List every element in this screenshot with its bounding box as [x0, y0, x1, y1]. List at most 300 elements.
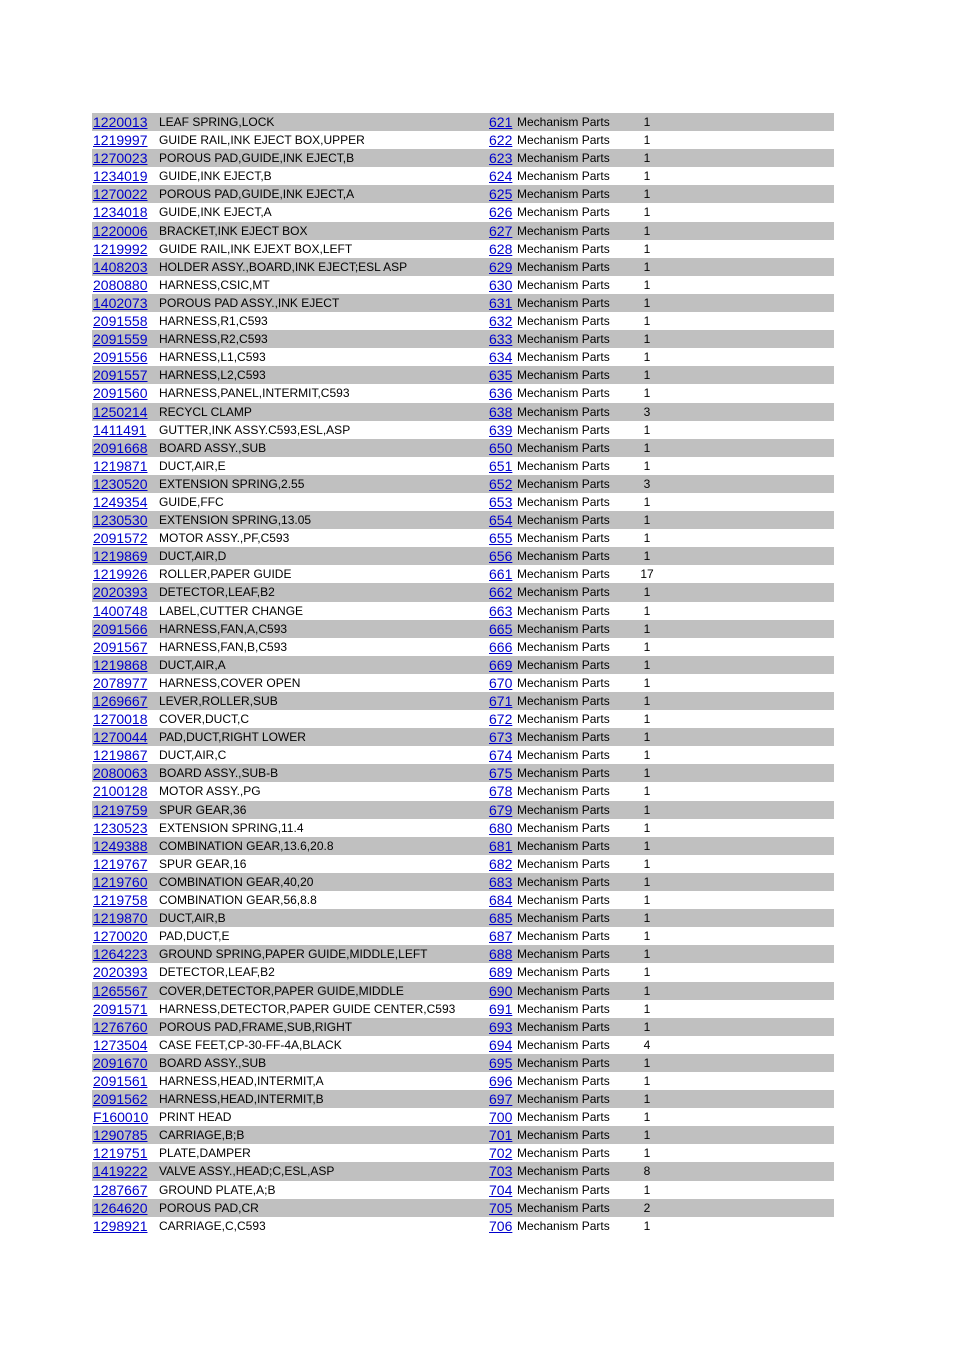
part-category: Mechanism Parts [517, 1218, 610, 1233]
reference-number-link[interactable]: 691 [489, 1000, 513, 1017]
part-number-link[interactable]: 1234019 [93, 168, 148, 185]
table-row [92, 330, 834, 348]
reference-number-link[interactable]: 653 [489, 493, 513, 510]
part-description: PRINT HEAD [159, 1110, 232, 1125]
part-quantity: 1 [643, 241, 651, 256]
table-row [92, 1054, 834, 1072]
part-number-link[interactable]: 1264620 [93, 1199, 148, 1216]
table-row [92, 366, 834, 384]
reference-number-link[interactable]: 688 [489, 946, 513, 963]
table-row [92, 240, 834, 258]
reference-number-link[interactable]: 704 [489, 1181, 513, 1198]
reference-number-link[interactable]: 684 [489, 892, 513, 909]
table-row [92, 873, 834, 891]
part-description: COVER,DUCT,C [159, 712, 250, 727]
part-quantity: 1 [643, 694, 651, 708]
reference-number-link[interactable]: 693 [489, 1018, 513, 1035]
part-quantity: 1 [643, 187, 651, 202]
table-row [92, 1108, 834, 1126]
part-number-link[interactable]: 1219870 [93, 910, 148, 927]
reference-number-link[interactable]: 622 [489, 132, 513, 149]
part-category: Mechanism Parts [517, 1164, 610, 1179]
part-number-link[interactable]: 2091670 [93, 1054, 148, 1071]
reference-number-link[interactable]: 655 [489, 530, 513, 547]
part-category: Mechanism Parts [517, 657, 610, 672]
part-quantity: 1 [643, 531, 651, 546]
table-row [92, 1000, 834, 1018]
reference-number-link[interactable]: 672 [489, 711, 513, 728]
reference-number-link[interactable]: 639 [489, 421, 513, 438]
part-category: Mechanism Parts [517, 965, 610, 980]
part-category: Mechanism Parts [517, 820, 610, 835]
table-row [92, 728, 834, 746]
part-quantity: 3 [643, 476, 651, 491]
part-category: Mechanism Parts [517, 856, 610, 871]
part-number-link[interactable]: 2091567 [93, 638, 148, 655]
part-number-link[interactable]: 1220006 [93, 222, 148, 239]
part-category: Mechanism Parts [517, 1110, 610, 1125]
part-description: HARNESS,FAN,A,C593 [159, 621, 288, 636]
part-description: DETECTOR,LEAF,B2 [159, 965, 275, 980]
reference-number-link[interactable]: 631 [489, 294, 513, 311]
part-quantity: 1 [643, 422, 651, 437]
part-number-link[interactable]: 2091561 [93, 1072, 148, 1089]
part-number-link[interactable]: 1230523 [93, 819, 148, 836]
part-number-link[interactable]: F160010 [93, 1109, 149, 1126]
part-number-link[interactable]: 1219758 [93, 892, 148, 909]
part-category: Mechanism Parts [517, 1037, 610, 1052]
part-quantity: 1 [643, 205, 651, 220]
table-row [92, 1036, 834, 1054]
part-number-link[interactable]: 2020393 [93, 584, 148, 601]
part-category: Mechanism Parts [517, 1200, 610, 1215]
part-number-link[interactable]: 1219871 [93, 457, 148, 474]
part-number-link[interactable]: 1276760 [93, 1018, 148, 1035]
reference-number-link[interactable]: 685 [489, 910, 513, 927]
part-category: Mechanism Parts [517, 241, 610, 256]
reference-number-link[interactable]: 695 [489, 1054, 513, 1071]
part-quantity: 1 [643, 513, 651, 528]
part-number-link[interactable]: 1249388 [93, 837, 148, 854]
part-number-link[interactable]: 1219992 [93, 240, 148, 257]
part-category: Mechanism Parts [517, 983, 610, 998]
part-number-link[interactable]: 2091571 [93, 1000, 148, 1017]
part-number-link[interactable]: 1219759 [93, 801, 148, 818]
reference-number-link[interactable]: 679 [489, 801, 513, 818]
part-quantity: 3 [643, 404, 651, 419]
reference-number-link[interactable]: 628 [489, 240, 513, 257]
table-row [92, 529, 834, 547]
part-number-link[interactable]: 2080880 [93, 276, 148, 293]
part-number-link[interactable]: 2091562 [93, 1091, 148, 1108]
part-number-link[interactable]: 1270022 [93, 186, 148, 203]
table-row [92, 403, 834, 421]
part-quantity: 1 [643, 639, 651, 654]
table-row [92, 294, 834, 312]
reference-number-link[interactable]: 690 [489, 982, 513, 999]
table-row [92, 963, 834, 981]
part-number-link[interactable]: 2091556 [93, 349, 148, 366]
part-category: Mechanism Parts [517, 784, 610, 799]
table-row [92, 602, 834, 620]
part-number-link[interactable]: 1270023 [93, 150, 148, 167]
part-number-link[interactable]: 1219997 [93, 132, 148, 149]
reference-number-link[interactable]: 670 [489, 674, 513, 691]
part-category: Mechanism Parts [517, 766, 610, 781]
reference-number-link[interactable]: 624 [489, 168, 513, 185]
table-row [92, 620, 834, 638]
part-number-link[interactable]: 1402073 [93, 294, 148, 311]
part-category: Mechanism Parts [517, 169, 610, 184]
part-description: PAD,DUCT,E [159, 929, 230, 944]
reference-number-link[interactable]: 629 [489, 258, 513, 275]
reference-number-link[interactable]: 680 [489, 819, 513, 836]
part-quantity: 1 [643, 295, 651, 310]
reference-number-link[interactable]: 683 [489, 873, 513, 890]
part-number-link[interactable]: 2091668 [93, 439, 148, 456]
part-number-link[interactable]: 1220013 [93, 114, 148, 130]
part-number-link[interactable]: 1269667 [93, 693, 148, 709]
part-category: Mechanism Parts [517, 567, 610, 582]
part-number-link[interactable]: 1265567 [93, 982, 148, 999]
part-category: Mechanism Parts [517, 802, 610, 817]
part-number-link[interactable]: 1219867 [93, 747, 148, 764]
part-description: COMBINATION GEAR,56,8.8 [159, 893, 317, 908]
part-description: HARNESS,CSIC,MT [159, 277, 270, 292]
table-row [92, 1162, 834, 1180]
reference-number-link[interactable]: 638 [489, 403, 513, 420]
table-row [92, 764, 834, 782]
part-number-link[interactable]: 1219751 [93, 1145, 148, 1162]
part-category: Mechanism Parts [517, 223, 610, 238]
reference-number-link[interactable]: 652 [489, 475, 513, 492]
part-quantity: 1 [643, 1128, 651, 1143]
reference-number-link[interactable]: 632 [489, 313, 513, 330]
reference-number-link[interactable]: 694 [489, 1036, 513, 1053]
table-row [92, 113, 834, 131]
reference-number-link[interactable]: 625 [489, 186, 513, 203]
part-category: Mechanism Parts [517, 712, 610, 727]
reference-number-link[interactable]: 669 [489, 656, 513, 673]
part-description: HARNESS,PANEL,INTERMIT,C593 [159, 386, 350, 401]
part-quantity: 1 [643, 1110, 651, 1125]
part-category: Mechanism Parts [517, 1146, 610, 1161]
part-description: PLATE,DAMPER [159, 1146, 251, 1161]
part-category: Mechanism Parts [517, 621, 610, 636]
part-quantity: 1 [643, 675, 651, 690]
part-quantity: 1 [643, 314, 651, 329]
part-number-link[interactable]: 1230530 [93, 512, 148, 529]
part-quantity: 1 [643, 1001, 651, 1016]
part-quantity: 1 [643, 277, 651, 292]
part-number-link[interactable]: 1408203 [93, 258, 148, 275]
part-description: HARNESS,L1,C593 [159, 350, 266, 365]
part-quantity: 1 [643, 947, 651, 962]
part-category: Mechanism Parts [517, 1001, 610, 1016]
part-category: Mechanism Parts [517, 422, 610, 437]
part-description: PAD,DUCT,RIGHT LOWER [159, 730, 306, 745]
part-number-link[interactable]: 1219926 [93, 566, 148, 583]
part-description: LEAF SPRING,LOCK [159, 115, 275, 129]
part-number-link[interactable]: 1230520 [93, 475, 148, 492]
table-row [92, 674, 834, 692]
part-description: HARNESS,COVER OPEN [159, 675, 301, 690]
table-row [92, 710, 834, 728]
part-category: Mechanism Parts [517, 585, 610, 600]
part-quantity: 1 [643, 874, 651, 889]
part-quantity: 4 [643, 1037, 651, 1052]
part-description: HARNESS,FAN,B,C593 [159, 639, 288, 654]
reference-number-link[interactable]: 666 [489, 638, 513, 655]
part-number-link[interactable]: 2091560 [93, 385, 148, 402]
part-quantity: 1 [643, 133, 651, 148]
part-category: Mechanism Parts [517, 929, 610, 944]
table-row [92, 927, 834, 945]
part-description: BOARD ASSY.,SUB [159, 440, 267, 455]
table-row [92, 1144, 834, 1162]
table-row [92, 891, 834, 909]
part-quantity: 1 [643, 621, 651, 636]
reference-number-link[interactable]: 697 [489, 1091, 513, 1108]
part-quantity: 1 [643, 223, 651, 238]
part-category: Mechanism Parts [517, 386, 610, 401]
reference-number-link[interactable]: 665 [489, 620, 513, 637]
reference-number-link[interactable]: 687 [489, 928, 513, 945]
part-number-link[interactable]: 2091559 [93, 331, 148, 348]
reference-number-link[interactable]: 671 [489, 693, 513, 709]
part-number-link[interactable]: 1219869 [93, 548, 148, 565]
part-quantity: 1 [643, 585, 651, 600]
reference-number-link[interactable]: 700 [489, 1109, 513, 1126]
part-category: Mechanism Parts [517, 1073, 610, 1088]
part-number-link[interactable]: 1270044 [93, 729, 148, 746]
part-description: DUCT,AIR,A [159, 657, 226, 672]
table-row [92, 656, 834, 674]
table-row [92, 222, 834, 240]
reference-number-link[interactable]: 621 [489, 114, 513, 130]
part-category: Mechanism Parts [517, 494, 610, 509]
part-category: Mechanism Parts [517, 476, 610, 491]
part-description: HARNESS,HEAD,INTERMIT,B [159, 1092, 324, 1107]
part-description: LABEL,CUTTER CHANGE [159, 603, 304, 618]
part-quantity: 1 [643, 1019, 651, 1034]
reference-number-link[interactable]: 701 [489, 1127, 513, 1144]
part-quantity: 1 [643, 820, 651, 835]
part-description: CARRIAGE,B;B [159, 1128, 245, 1143]
part-number-link[interactable]: 2080063 [93, 765, 148, 782]
part-description: HARNESS,L2,C593 [159, 368, 266, 383]
part-quantity: 1 [643, 965, 651, 980]
part-quantity: 1 [643, 712, 651, 727]
part-number-link[interactable]: 1273504 [93, 1036, 148, 1053]
table-row [92, 167, 834, 185]
table-row [92, 692, 834, 710]
part-number-link[interactable]: 1219760 [93, 873, 148, 890]
part-quantity: 1 [643, 730, 651, 745]
part-description: POROUS PAD,GUIDE,INK EJECT,B [159, 151, 355, 166]
part-quantity: 1 [643, 856, 651, 871]
table-row [92, 258, 834, 276]
reference-number-link[interactable]: 682 [489, 855, 513, 872]
part-description: GROUND PLATE,A;B [159, 1182, 276, 1197]
part-description: BOARD ASSY.,SUB-B [159, 766, 279, 781]
reference-number-link[interactable]: 703 [489, 1163, 513, 1180]
part-category: Mechanism Parts [517, 1019, 610, 1034]
part-number-link[interactable]: 1250214 [93, 403, 148, 420]
reference-number-link[interactable]: 650 [489, 439, 513, 456]
part-category: Mechanism Parts [517, 295, 610, 310]
reference-number-link[interactable]: 635 [489, 367, 513, 384]
reference-number-link[interactable]: 636 [489, 385, 513, 402]
reference-number-link[interactable]: 626 [489, 204, 513, 221]
part-quantity: 1 [643, 748, 651, 763]
part-description: RECYCL CLAMP [159, 404, 252, 419]
part-category: Mechanism Parts [517, 314, 610, 329]
table-row [92, 439, 834, 457]
reference-number-link[interactable]: 675 [489, 765, 513, 782]
part-category: Mechanism Parts [517, 513, 610, 528]
reference-number-link[interactable]: 663 [489, 602, 513, 619]
part-category: Mechanism Parts [517, 730, 610, 745]
table-row [92, 131, 834, 149]
table-row [92, 457, 834, 475]
part-category: Mechanism Parts [517, 350, 610, 365]
table-row [92, 583, 834, 601]
part-quantity: 1 [643, 929, 651, 944]
reference-number-link[interactable]: 689 [489, 964, 513, 981]
table-row [92, 475, 834, 493]
reference-number-link[interactable]: 651 [489, 457, 513, 474]
table-row [92, 982, 834, 1000]
reference-number-link[interactable]: 678 [489, 783, 513, 800]
part-description: VALVE ASSY.,HEAD;C,ESL,ASP [159, 1164, 335, 1179]
part-quantity: 1 [643, 1218, 651, 1233]
part-number-link[interactable]: 1264223 [93, 946, 148, 963]
table-row [92, 746, 834, 764]
table-row [92, 837, 834, 855]
part-category: Mechanism Parts [517, 639, 610, 654]
part-number-link[interactable]: 1400748 [93, 602, 148, 619]
table-row [92, 819, 834, 837]
reference-number-link[interactable]: 702 [489, 1145, 513, 1162]
part-description: CASE FEET,CP-30-FF-4A,BLACK [159, 1037, 342, 1052]
reference-number-link[interactable]: 656 [489, 548, 513, 565]
part-category: Mechanism Parts [517, 1092, 610, 1107]
reference-number-link[interactable]: 681 [489, 837, 513, 854]
part-number-link[interactable]: 1411491 [93, 421, 147, 438]
part-description: HARNESS,R1,C593 [159, 314, 268, 329]
part-number-link[interactable]: 1234018 [93, 204, 148, 221]
part-quantity: 1 [643, 603, 651, 618]
part-quantity: 1 [643, 911, 651, 926]
part-description: ROLLER,PAPER GUIDE [159, 567, 292, 582]
reference-number-link[interactable]: 706 [489, 1217, 513, 1234]
part-number-link[interactable]: 2020393 [93, 964, 148, 981]
part-description: DUCT,AIR,C [159, 748, 227, 763]
table-row [92, 638, 834, 656]
reference-number-link[interactable]: 673 [489, 729, 513, 746]
part-description: HOLDER ASSY.,BOARD,INK EJECT;ESL ASP [159, 259, 408, 274]
part-description: GUIDE RAIL,INK EJECT BOX,UPPER [159, 133, 365, 148]
part-category: Mechanism Parts [517, 332, 610, 347]
part-quantity: 1 [643, 893, 651, 908]
table-row [92, 801, 834, 819]
part-description: GUIDE,INK EJECT,B [159, 169, 272, 184]
part-number-link[interactable]: 2078977 [93, 674, 148, 691]
part-description: BOARD ASSY.,SUB [159, 1055, 267, 1070]
part-description: DUCT,AIR,D [159, 549, 227, 564]
part-number-link[interactable]: 2091557 [93, 367, 148, 384]
part-number-link[interactable]: 2091558 [93, 313, 148, 330]
part-number-link[interactable]: 1249354 [93, 493, 148, 510]
reference-number-link[interactable]: 627 [489, 222, 513, 239]
table-row [92, 348, 834, 366]
part-quantity: 1 [643, 386, 651, 401]
part-number-link[interactable]: 1298921 [93, 1217, 148, 1234]
part-quantity: 1 [643, 1146, 651, 1161]
part-number-link[interactable]: 1270018 [93, 711, 148, 728]
part-category: Mechanism Parts [517, 133, 610, 148]
part-number-link[interactable]: 2091572 [93, 530, 148, 547]
part-number-link[interactable]: 1287667 [93, 1181, 148, 1198]
part-number-link[interactable]: 2091566 [93, 620, 148, 637]
part-category: Mechanism Parts [517, 1055, 610, 1070]
table-row [92, 945, 834, 963]
part-category: Mechanism Parts [517, 603, 610, 618]
table-row [92, 185, 834, 203]
part-quantity: 1 [643, 983, 651, 998]
part-number-link[interactable]: 1219767 [93, 855, 148, 872]
reference-number-link[interactable]: 633 [489, 331, 513, 348]
part-description: LEVER,ROLLER,SUB [159, 694, 278, 708]
reference-number-link[interactable]: 696 [489, 1072, 513, 1089]
part-number-link[interactable]: 2100128 [93, 783, 148, 800]
reference-number-link[interactable]: 623 [489, 150, 513, 167]
part-category: Mechanism Parts [517, 531, 610, 546]
reference-number-link[interactable]: 674 [489, 747, 513, 764]
part-description: MOTOR ASSY.,PG [159, 784, 261, 799]
part-number-link[interactable]: 1419222 [93, 1163, 148, 1180]
part-number-link[interactable]: 1219868 [93, 656, 148, 673]
part-number-link[interactable]: 1270020 [93, 928, 148, 945]
part-category: Mechanism Parts [517, 368, 610, 383]
reference-number-link[interactable]: 661 [489, 566, 513, 583]
part-description: CARRIAGE,C,C593 [159, 1218, 266, 1233]
part-quantity: 8 [643, 1164, 651, 1179]
part-quantity: 1 [643, 151, 651, 166]
table-row [92, 203, 834, 221]
reference-number-link[interactable]: 654 [489, 512, 513, 529]
reference-number-link[interactable]: 662 [489, 584, 513, 601]
part-category: Mechanism Parts [517, 440, 610, 455]
part-quantity: 1 [643, 784, 651, 799]
table-row [92, 312, 834, 330]
part-category: Mechanism Parts [517, 115, 610, 129]
reference-number-link[interactable]: 705 [489, 1199, 513, 1216]
part-quantity: 1 [643, 657, 651, 672]
part-category: Mechanism Parts [517, 549, 610, 564]
part-description: POROUS PAD,CR [159, 1200, 259, 1215]
part-quantity: 1 [643, 332, 651, 347]
parts-table [92, 113, 834, 1235]
part-number-link[interactable]: 1290785 [93, 1127, 148, 1144]
part-description: POROUS PAD ASSY.,INK EJECT [159, 295, 340, 310]
reference-number-link[interactable]: 630 [489, 276, 513, 293]
part-description: POROUS PAD,FRAME,SUB,RIGHT [159, 1019, 353, 1034]
part-description: COVER,DETECTOR,PAPER GUIDE,MIDDLE [159, 983, 404, 998]
reference-number-link[interactable]: 634 [489, 349, 513, 366]
part-category: Mechanism Parts [517, 1128, 610, 1143]
